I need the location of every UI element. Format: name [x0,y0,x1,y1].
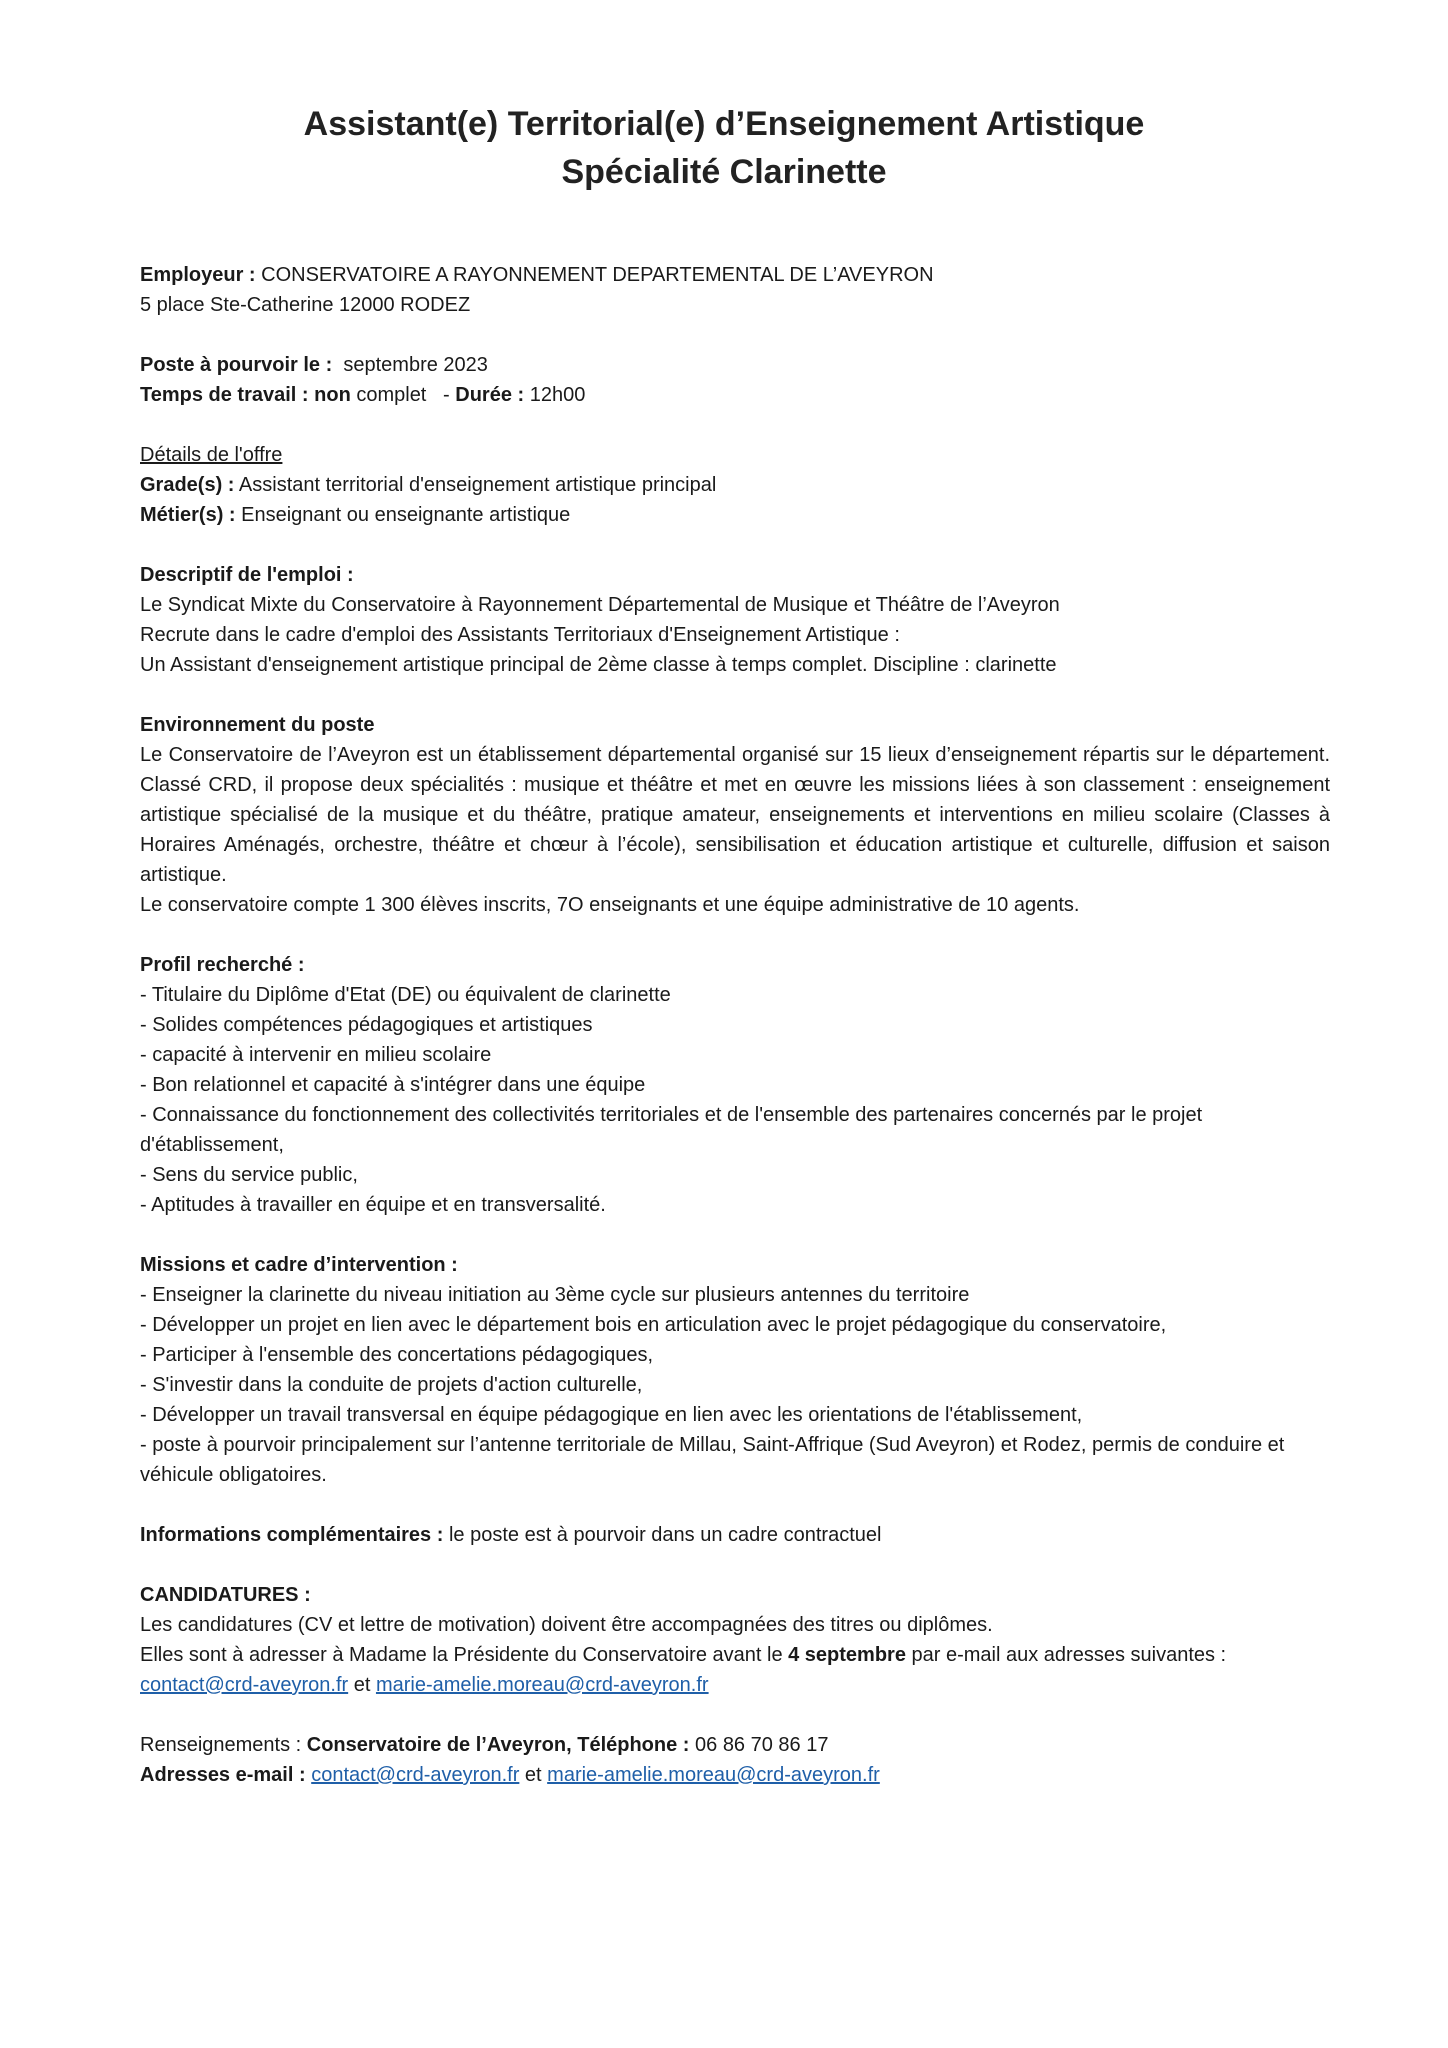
missions-heading: Missions et cadre d’intervention : [140,1254,458,1276]
profile-item: - Titulaire du Diplôme d'Etat (DE) ou équivalent de clarinette [140,984,671,1006]
contact-phone: 06 86 70 86 17 [689,1734,829,1756]
employer-label: Employeur : [140,264,256,286]
contact-info-name: Conservatoire de l’Aveyron, Téléphone : [306,1734,690,1756]
email-separator: et [348,1674,376,1696]
contact-email-link-moreau[interactable]: marie-amelie.moreau@crd-aveyron.fr [547,1764,880,1786]
post-start-label: Poste à pourvoir le : [140,354,333,376]
mission-item: - Développer un travail transversal en équipe pédagogique en lien avec les orientations de l'établissement, [140,1404,1083,1426]
description-heading: Descriptif de l'emploi : [140,564,354,586]
applications-heading: CANDIDATURES : [140,1584,311,1606]
applications-emails [140,1670,1330,1700]
environment-stats: Le conservatoire compte 1 300 élèves inscrits, 7O enseignants et une équipe administrative de 10 agents. [140,894,1080,916]
environment-heading: Environnement du poste [140,714,375,736]
mission-item: - Enseigner la clarinette du niveau initiation au 3ème cycle sur plusieurs antennes du territoire [140,1284,970,1306]
contact-emails-line [140,1760,1330,1790]
job-line [140,500,1330,530]
profile-item: - Solides compétences pédagogiques et artistiques [140,1014,593,1036]
mission-item: - Participer à l'ensemble des concertations pédagogiques, [140,1344,654,1366]
mission-item: - S'investir dans la conduite de projets d'action culturelle, [140,1374,643,1396]
work-time-line [140,380,1330,410]
post-start-value: septembre 2023 [332,354,488,376]
applications-line-1: Les candidatures (CV et lettre de motivation) doivent être accompagnées des titres ou diplômes. [140,1614,993,1636]
environment-paragraph: Le Conservatoire de l’Aveyron est un établissement départemental organisé sur 15 lieux d’enseignement répartis sur le département. Classé CRD, il propose deux spécialités : musique et théâtre et met en œuvre les missions liées à son classement : enseignement artistique spécialisé de la musique et du théâtre, pratique amateur, enseignements et interventions en milieu scolaire (Classes à Horaires Aménagés, orchestre, théâtre et chœur à l’école), sensibilisation et éducation artistique et culturelle, diffusion et saison artistique. [140,744,1330,886]
profile-item: - Bon relationnel et capacité à s'intégrer dans une équipe [140,1074,646,1096]
profile-item: - Connaissance du fonctionnement des collectivités territoriales et de l'ensemble des partenaires concernés par le projet d'établissement, [140,1104,1203,1156]
document-page [140,100,1330,1790]
contact-emails-label: Adresses e-mail : [140,1764,306,1786]
mission-item: - Développer un projet en lien avec le département bois en articulation avec le projet pédagogique du conservatoire, [140,1314,1167,1336]
details-heading: Détails de l'offre [140,444,283,466]
title-line-1: Assistant(e) Territorial(e) d’Enseignement Artistique [303,105,1145,143]
contact-email-link-contact[interactable]: contact@crd-aveyron.fr [311,1764,520,1786]
info-line [140,1520,1330,1550]
info-label: Informations complémentaires : [140,1524,444,1546]
contact-info-label: Renseignements : [140,1734,307,1756]
grade-value: Assistant territorial d'enseignement artistique principal [234,474,717,496]
contact-email-separator: et [519,1764,548,1786]
employer-line [140,260,1330,290]
profile-item: - Aptitudes à travailler en équipe et en transversalité. [140,1194,606,1216]
duration-label: Durée : [455,384,525,406]
work-time-value: complet - [350,384,456,406]
job-label: Métier(s) : [140,504,236,526]
description-line: Recrute dans le cadre d'emploi des Assistants Territoriaux d'Enseignement Artistique : [140,624,900,646]
contact-info-line [140,1730,1330,1760]
document-title [0,100,1448,196]
email-link-moreau[interactable]: marie-amelie.moreau@crd-aveyron.fr [375,1674,709,1696]
profile-item: - Sens du service public, [140,1164,358,1186]
description-line: Un Assistant d'enseignement artistique principal de 2ème classe à temps complet. Discipline : clarinette [140,654,1057,676]
mission-item: - poste à pourvoir principalement sur l’antenne territoriale de Millau, Saint-Affrique (Sud Aveyron) et Rodez, permis de conduire et véhicule obligatoires. [140,1434,1285,1486]
work-time-label: Temps de travail : non [140,384,351,406]
employer-value: CONSERVATOIRE A RAYONNEMENT DEPARTEMENTAL DE L’AVEYRON [255,264,934,286]
applications-line-2 [140,1640,1330,1670]
applications-line-2-pre: Elles sont à adresser à Madame la Présidente du Conservatoire avant le [140,1644,789,1666]
applications-line-2-post: par e-mail aux adresses suivantes : [905,1644,1227,1666]
document-body [140,260,1330,1790]
profile-item: - capacité à intervenir en milieu scolaire [140,1044,492,1066]
post-start-line [140,350,1330,380]
title-line-2: Spécialité Clarinette [561,153,887,191]
email-link-contact[interactable]: contact@crd-aveyron.fr [140,1674,349,1696]
profile-heading: Profil recherché : [140,954,305,976]
deadline-date: 4 septembre [788,1644,906,1666]
description-line: Le Syndicat Mixte du Conservatoire à Rayonnement Départemental de Musique et Théâtre de l’Aveyron [140,594,1060,616]
job-value: Enseignant ou enseignante artistique [235,504,571,526]
info-value: le poste est à pourvoir dans un cadre contractuel [443,1524,882,1546]
grade-label: Grade(s) : [140,474,235,496]
duration-value: 12h00 [524,384,586,406]
grade-line [140,470,1330,500]
employer-address: 5 place Ste-Catherine 12000 RODEZ [140,294,471,316]
